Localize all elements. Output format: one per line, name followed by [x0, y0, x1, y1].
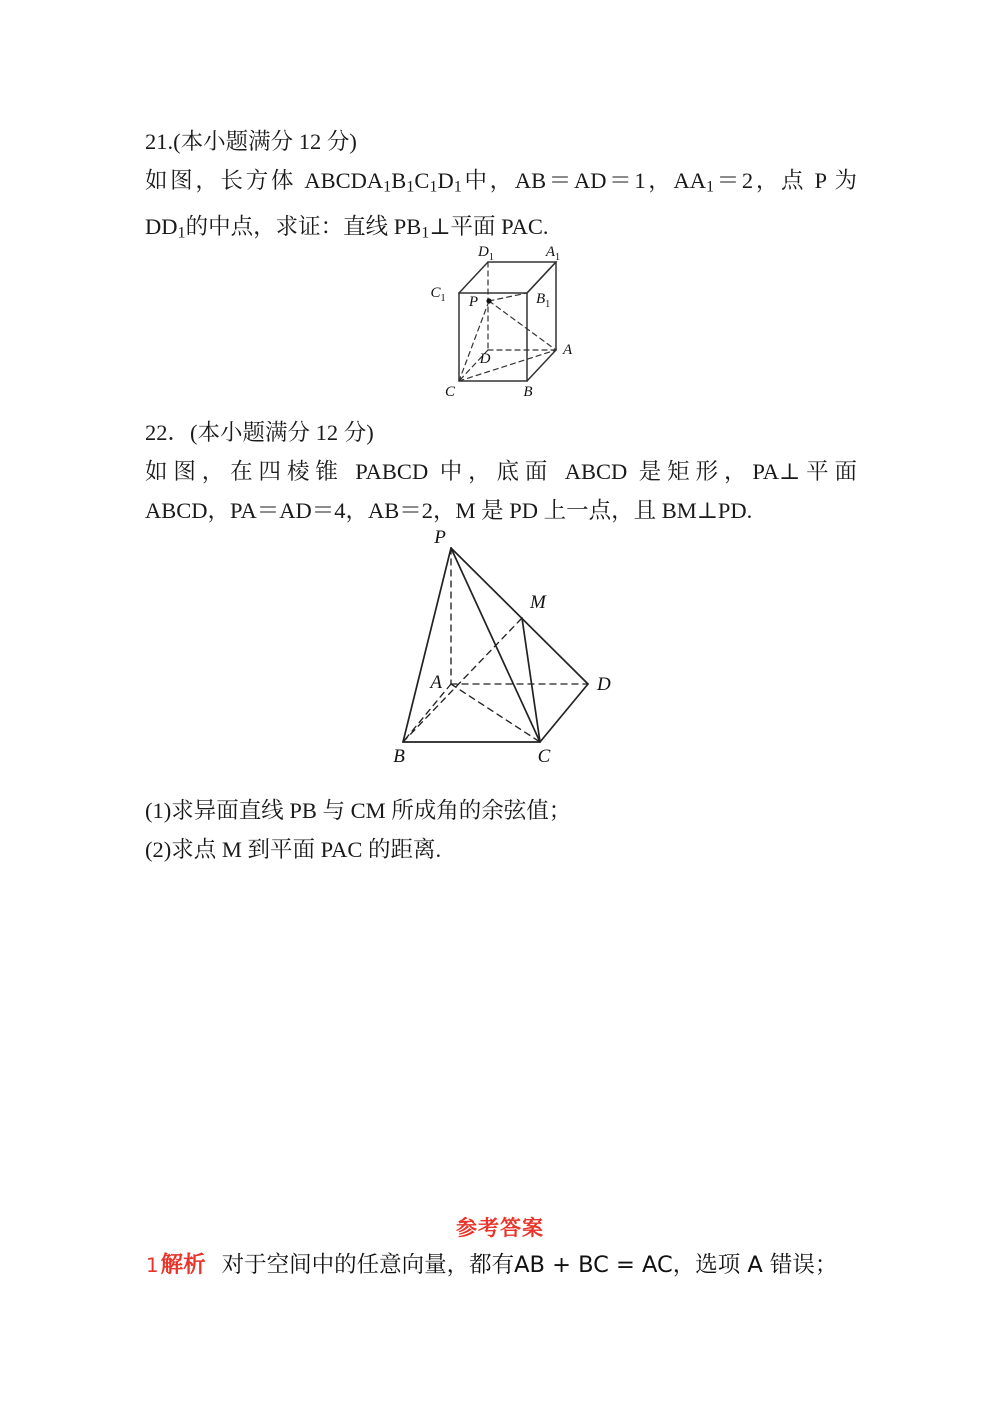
pyramid-label-p: P — [434, 527, 446, 548]
answer-item-1 — [146, 1247, 837, 1279]
p21-l1-sub4: 1 — [453, 177, 462, 196]
p21-l2-b: 的中点，求证：直线 PB — [185, 213, 422, 239]
pyramid-hidden-edge-ac — [451, 684, 540, 742]
p21-l1-sub5: 1 — [705, 177, 715, 196]
segment-p-a — [489, 301, 556, 350]
cuboid-label-b1: $B_1$ — [536, 291, 551, 310]
reference-answer-title: 参考答案 — [456, 1216, 544, 1240]
cuboid-label-c1: $C_1$ — [430, 285, 446, 304]
p21-l1-sub3: 1 — [429, 177, 438, 196]
pyramid-hidden-edge-ab — [403, 684, 451, 742]
answer-tag-1 — [146, 1252, 206, 1278]
p21-l1-c: C — [414, 168, 430, 193]
problem-22-part-1: (1)求异面直线 PB 与 CM 所成角的余弦值； — [145, 798, 572, 823]
problem-21-block — [145, 122, 857, 252]
p21-l1-sub2: 1 — [406, 177, 415, 196]
cuboid-label-d: D — [479, 351, 491, 367]
pyramid-edge-pc — [451, 548, 540, 742]
p21-l1-a: 如图，长方体 ABCDA — [145, 168, 384, 193]
p21-l1-f: ＝2，点 P 为 — [714, 168, 857, 193]
pyramid-edge-pb — [403, 548, 451, 742]
pyramid-label-d: D — [597, 674, 611, 695]
cuboid-label-p: P — [468, 294, 478, 310]
problem-22-parts — [145, 791, 857, 869]
answer-label-1: 解析 — [160, 1252, 206, 1278]
problem-21-line-2 — [145, 207, 857, 253]
problem-22-block — [145, 413, 857, 530]
cuboid-edge-ba — [527, 350, 556, 381]
pyramid-edge-cd — [540, 684, 588, 742]
cuboid-label-c: C — [444, 384, 456, 400]
answer-text-1: 对于空间中的任意向量，都有AB + BC = AC，选项 A 错误； — [221, 1252, 838, 1278]
segment-p-b1 — [489, 293, 527, 301]
pyramid-edge-mc — [522, 618, 540, 742]
cuboid-label-a1: $A_1$ — [545, 244, 561, 263]
p21-l2-c: ⊥平面 PAC. — [429, 213, 549, 239]
pyramid-label-m: M — [530, 592, 546, 613]
cuboid-label-b: B — [523, 384, 533, 400]
problem-22-line-1: 如图，在四棱锥 PABCD 中，底面 ABCD 是矩形，PA⊥平面 — [145, 459, 857, 484]
cuboid-hidden-edge-dc — [459, 350, 488, 381]
p21-l2-sub1: 1 — [177, 223, 186, 242]
p21-l2-sub2: 1 — [421, 223, 430, 242]
problem-21-line-1 — [145, 161, 857, 207]
problem-22-line-2: ABCD，PA＝AD＝4，AB＝2，M 是 PD 上一点，且 BM⊥PD. — [145, 498, 753, 523]
p21-l1-sub1: 1 — [383, 177, 392, 196]
pyramid-label-b: B — [393, 746, 405, 767]
p21-l1-b: B — [391, 168, 407, 193]
pyramid-label-a: A — [430, 672, 442, 693]
cuboid-edge-b1a1 — [527, 262, 556, 293]
pyramid-edge-pd — [451, 548, 588, 684]
p21-l1-d: D — [437, 168, 454, 193]
p21-l1-e: 中，AB＝AD＝1，AA — [461, 168, 706, 193]
problem-22-heading: 22．(本小题满分 12 分) — [145, 420, 374, 445]
pyramid-label-c: C — [537, 746, 551, 767]
cuboid-top-face — [459, 262, 556, 293]
point-p-marker — [486, 298, 491, 303]
cuboid-label-d1: $D_1$ — [478, 244, 494, 263]
segment-c-a — [459, 350, 556, 381]
problem-21-heading: 21.(本小题满分 12 分) — [145, 129, 357, 154]
cuboid-label-a: A — [563, 342, 573, 358]
p21-l2-a: DD — [145, 213, 178, 239]
cuboid-front-face — [459, 293, 527, 381]
segment-p-c — [459, 301, 489, 381]
pyramid-hidden-edge-bm — [403, 618, 522, 742]
answer-number-1: 1 — [146, 1254, 159, 1277]
problem-22-part-2: (2)求点 M 到平面 PAC 的距离. — [145, 837, 442, 862]
